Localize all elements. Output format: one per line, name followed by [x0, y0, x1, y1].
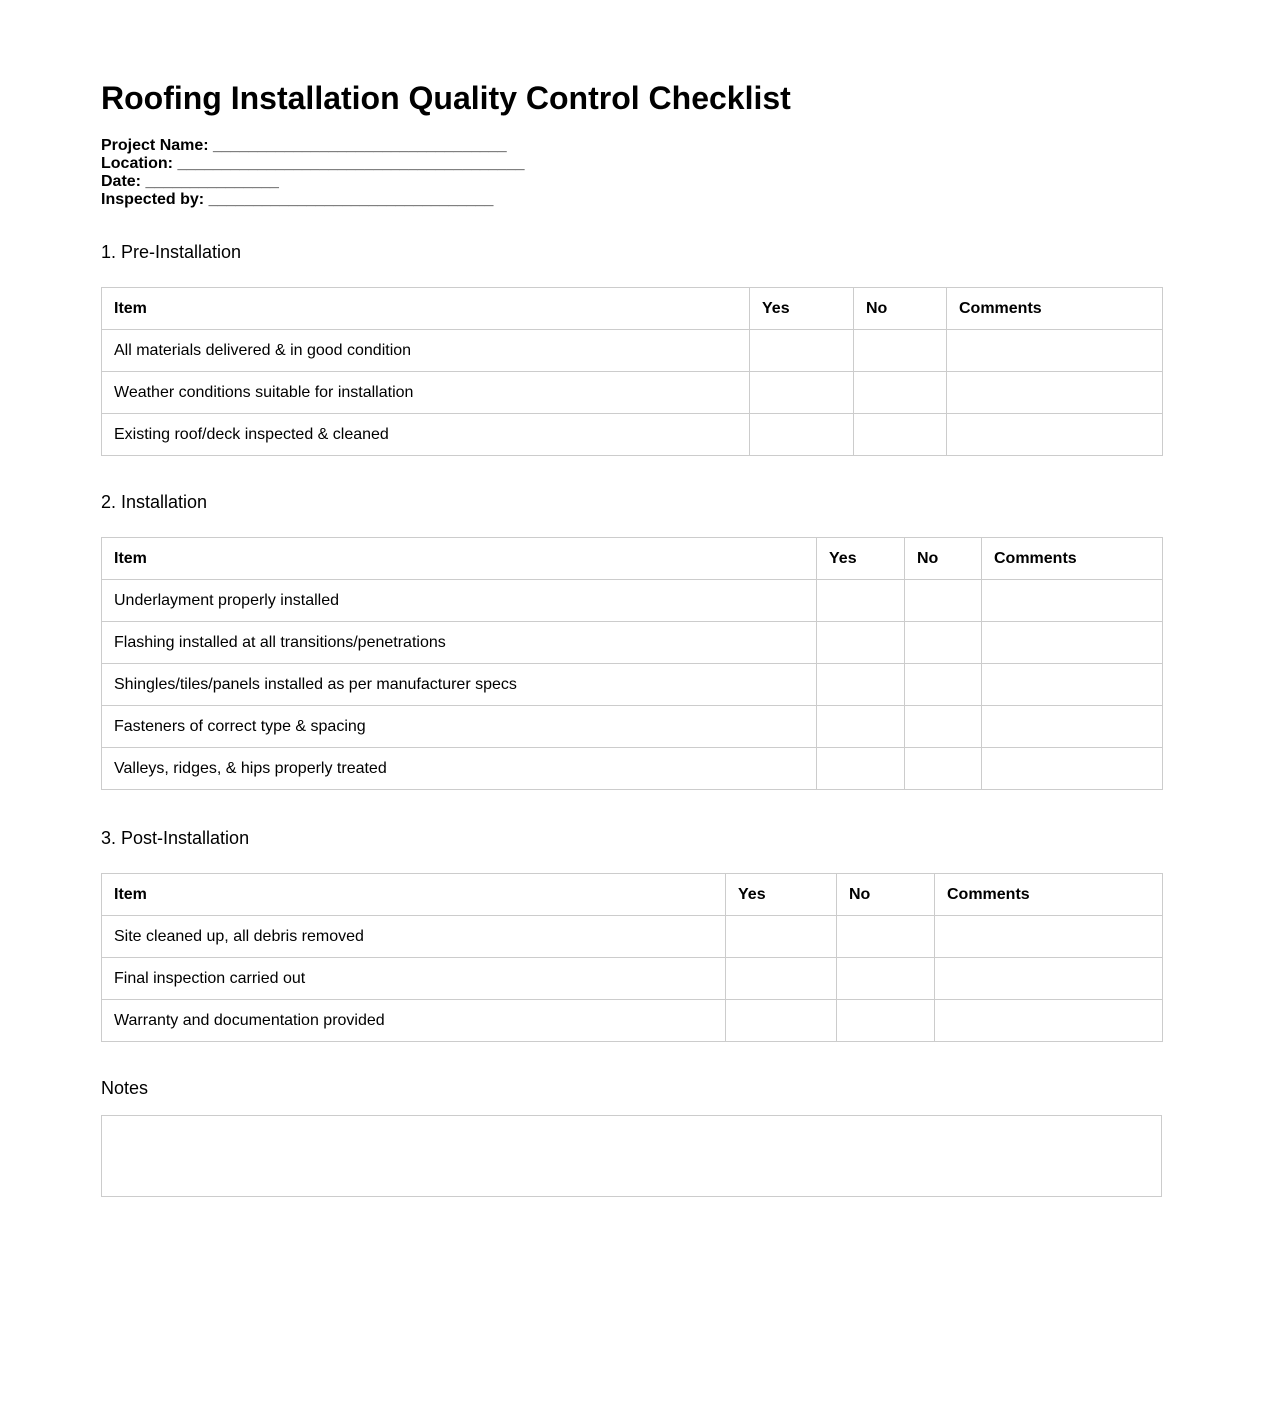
yes-cell[interactable]: [750, 330, 854, 372]
no-cell[interactable]: [854, 372, 947, 414]
inspected-by-field[interactable]: [101, 191, 525, 209]
date-field[interactable]: [101, 173, 525, 191]
pre-installation-table: [101, 287, 1163, 456]
notes-box[interactable]: [101, 1115, 1162, 1197]
table-row: [102, 706, 1163, 748]
column-header-yes: Yes: [726, 874, 837, 916]
table-row: [102, 664, 1163, 706]
comments-cell[interactable]: [935, 958, 1163, 1000]
location-field[interactable]: [101, 155, 525, 173]
item-cell: All materials delivered & in good condition: [102, 330, 750, 372]
column-header-yes: Yes: [750, 288, 854, 330]
no-cell[interactable]: [837, 1000, 935, 1042]
no-cell[interactable]: [905, 622, 982, 664]
no-cell[interactable]: [854, 414, 947, 456]
table-row: [102, 330, 1163, 372]
comments-cell[interactable]: [935, 1000, 1163, 1042]
yes-cell[interactable]: [817, 748, 905, 790]
no-cell[interactable]: [837, 958, 935, 1000]
no-cell[interactable]: [854, 330, 947, 372]
section-title-post-installation: 3. Post-Installation: [101, 828, 250, 848]
field-label: Date:: [101, 173, 142, 190]
no-cell[interactable]: [905, 664, 982, 706]
installation-table: [101, 537, 1163, 790]
table-header-row: [102, 288, 1163, 330]
project-name-field[interactable]: [101, 137, 525, 155]
item-cell: Weather conditions suitable for installation: [102, 372, 750, 414]
table-row: [102, 414, 1163, 456]
section-title-pre-installation: 1. Pre-Installation: [101, 242, 242, 262]
table-row: [102, 748, 1163, 790]
yes-cell[interactable]: [726, 958, 837, 1000]
comments-cell[interactable]: [982, 664, 1163, 706]
notes-title: Notes: [101, 1078, 149, 1098]
field-blank: ________________________________: [208, 191, 494, 208]
column-header-no: No: [905, 538, 982, 580]
page-title: Roofing Installation Quality Control Checklist: [101, 80, 791, 116]
item-cell: Flashing installed at all transitions/penetrations: [102, 622, 817, 664]
field-blank: _________________________________: [213, 137, 507, 154]
item-cell: Valleys, ridges, & hips properly treated: [102, 748, 817, 790]
field-blank: _______________: [145, 173, 279, 190]
column-header-comments: Comments: [947, 288, 1163, 330]
comments-cell[interactable]: [935, 916, 1163, 958]
column-header-yes: Yes: [817, 538, 905, 580]
field-blank: _______________________________________: [177, 155, 525, 172]
yes-cell[interactable]: [750, 372, 854, 414]
item-cell: Final inspection carried out: [102, 958, 726, 1000]
comments-cell[interactable]: [947, 414, 1163, 456]
yes-cell[interactable]: [817, 706, 905, 748]
field-label: Location:: [101, 155, 173, 172]
table-row: [102, 580, 1163, 622]
column-header-no: No: [854, 288, 947, 330]
comments-cell[interactable]: [982, 580, 1163, 622]
column-header-item: Item: [102, 874, 726, 916]
table-row: [102, 622, 1163, 664]
item-cell: Underlayment properly installed: [102, 580, 817, 622]
column-header-comments: Comments: [982, 538, 1163, 580]
item-cell: Shingles/tiles/panels installed as per manufacturer specs: [102, 664, 817, 706]
project-info-fields: [101, 137, 525, 209]
item-cell: Fasteners of correct type & spacing: [102, 706, 817, 748]
section-title-installation: 2. Installation: [101, 492, 208, 512]
no-cell[interactable]: [905, 580, 982, 622]
table-row: [102, 372, 1163, 414]
column-header-item: Item: [102, 538, 817, 580]
yes-cell[interactable]: [726, 916, 837, 958]
post-installation-table: [101, 873, 1163, 1042]
item-cell: Existing roof/deck inspected & cleaned: [102, 414, 750, 456]
field-label: Project Name:: [101, 137, 209, 154]
table-row: [102, 958, 1163, 1000]
table-header-row: [102, 874, 1163, 916]
table-row: [102, 1000, 1163, 1042]
comments-cell[interactable]: [982, 706, 1163, 748]
no-cell[interactable]: [905, 706, 982, 748]
field-label: Inspected by:: [101, 191, 205, 208]
yes-cell[interactable]: [817, 622, 905, 664]
comments-cell[interactable]: [947, 372, 1163, 414]
comments-cell[interactable]: [947, 330, 1163, 372]
table-header-row: [102, 538, 1163, 580]
column-header-comments: Comments: [935, 874, 1163, 916]
table-row: [102, 916, 1163, 958]
comments-cell[interactable]: [982, 748, 1163, 790]
yes-cell[interactable]: [817, 580, 905, 622]
yes-cell[interactable]: [726, 1000, 837, 1042]
yes-cell[interactable]: [750, 414, 854, 456]
yes-cell[interactable]: [817, 664, 905, 706]
column-header-item: Item: [102, 288, 750, 330]
no-cell[interactable]: [837, 916, 935, 958]
column-header-no: No: [837, 874, 935, 916]
comments-cell[interactable]: [982, 622, 1163, 664]
item-cell: Site cleaned up, all debris removed: [102, 916, 726, 958]
no-cell[interactable]: [905, 748, 982, 790]
item-cell: Warranty and documentation provided: [102, 1000, 726, 1042]
